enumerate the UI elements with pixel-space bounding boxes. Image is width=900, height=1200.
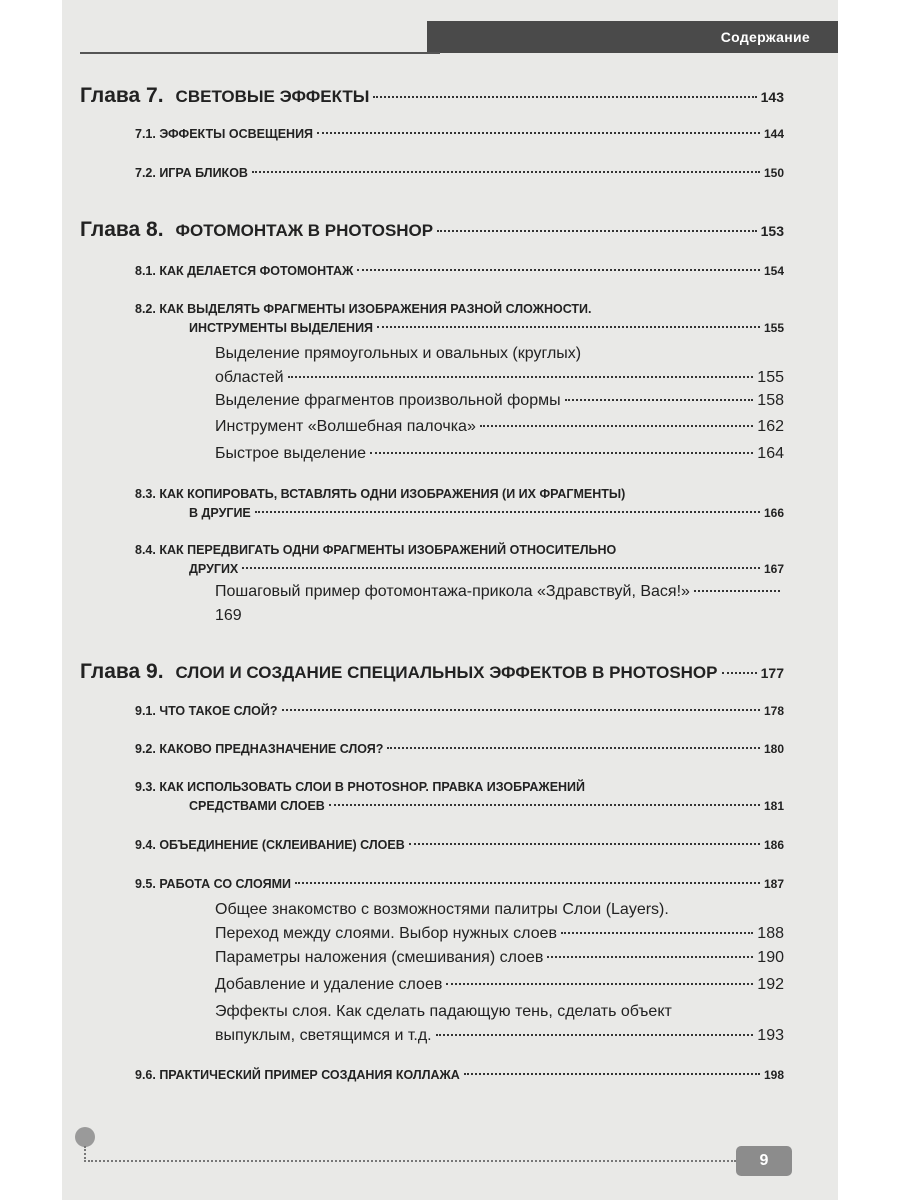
toc-sub-layers-palette[interactable] [215, 898, 784, 946]
header-title: Содержание [720, 29, 810, 45]
toc-sub-magic-wand[interactable] [215, 415, 784, 439]
sub-title: Быстрое выделение [215, 445, 367, 462]
page-number: 167 [763, 562, 784, 576]
footer-circle-ornament [75, 1127, 95, 1147]
leader-dots [317, 132, 760, 134]
page-number: 193 [757, 1027, 784, 1044]
section-title-line2: В ДРУГИЕ [189, 506, 251, 520]
section-title-line2: ДРУГИХ [189, 562, 239, 576]
page-number: 198 [763, 1068, 784, 1082]
leader-dots [282, 709, 760, 711]
toc-section-8-1[interactable] [135, 264, 784, 278]
leader-dots [694, 590, 780, 592]
toc-section-7-2[interactable] [135, 166, 784, 180]
page-number: 181 [763, 799, 784, 813]
section-title-line1: 8.3. КАК КОПИРОВАТЬ, ВСТАВЛЯТЬ ОДНИ ИЗОБРАЖЕНИЯ (И ИХ ФРАГМЕНТЫ) [135, 487, 626, 501]
sub-title-line1: Эффекты слоя. Как сделать падающую тень, сделать объект [215, 1003, 672, 1020]
leader-dots [409, 843, 760, 845]
leader-dots [561, 932, 753, 934]
toc-section-9-4[interactable] [135, 838, 784, 852]
leader-dots [255, 511, 760, 513]
page-number: 178 [763, 704, 784, 718]
chapter-title: ФОТОМОНТАЖ В PHOTOSHOP [175, 221, 434, 240]
page-number: 154 [763, 264, 784, 278]
page-number: 155 [757, 369, 784, 386]
sub-title: Инструмент «Волшебная палочка» [215, 418, 476, 435]
toc-sub-rect-oval[interactable] [215, 342, 784, 390]
sub-title-line2: областей [215, 369, 284, 386]
section-title: 9.4. ОБЪЕДИНЕНИЕ (СКЛЕИВАНИЕ) СЛОЕВ [135, 838, 405, 852]
header-bar [427, 21, 838, 53]
page-number: 143 [760, 89, 784, 105]
leader-dots [464, 1073, 760, 1075]
sub-title-line2: выпуклым, светящимся и т.д. [215, 1027, 432, 1044]
page-number: 144 [763, 127, 784, 141]
page-number: 164 [757, 445, 784, 462]
section-title: 9.1. ЧТО ТАКОЕ СЛОЙ? [135, 704, 278, 718]
page-number: 186 [763, 838, 784, 852]
footer-dotted-rule [88, 1160, 736, 1162]
chapter-label: Глава 9. [80, 660, 164, 683]
header-rule [80, 52, 440, 54]
section-title: 9.5. РАБОТА СО СЛОЯМИ [135, 877, 291, 891]
leader-dots [329, 804, 760, 806]
leader-dots [357, 269, 760, 271]
toc-chapter-7[interactable] [80, 84, 784, 108]
section-title: 9.6. ПРАКТИЧЕСКИЙ ПРИМЕР СОЗДАНИЯ КОЛЛАЖА [135, 1068, 460, 1082]
page-number: 169 [215, 607, 242, 624]
page-number-badge: 9 [736, 1146, 792, 1176]
leader-dots [377, 326, 760, 328]
leader-dots [547, 956, 753, 958]
leader-dots [252, 171, 760, 173]
chapter-title: СЛОИ И СОЗДАНИЕ СПЕЦИАЛЬНЫХ ЭФФЕКТОВ В PHOTOSHOP [175, 663, 718, 682]
page-number: 166 [763, 506, 784, 520]
page-number: 180 [763, 742, 784, 756]
page-number: 177 [760, 665, 784, 681]
section-title-line2: СРЕДСТВАМИ СЛОЕВ [189, 799, 325, 813]
leader-dots [437, 230, 757, 232]
page-number: 162 [757, 418, 784, 435]
toc-sub-blend-params[interactable] [215, 946, 784, 970]
sub-title: Параметры наложения (смешивания) слоев [215, 949, 544, 966]
page-number: 192 [757, 976, 784, 993]
section-title: 8.1. КАК ДЕЛАЕТСЯ ФОТОМОНТАЖ [135, 264, 354, 278]
page-number: 158 [757, 392, 784, 409]
section-title: 9.2. КАКОВО ПРЕДНАЗНАЧЕНИЕ СЛОЯ? [135, 742, 384, 756]
leader-dots [565, 399, 754, 401]
sub-title-line1: Общее знакомство с возможностями палитры Слои (Layers). [215, 901, 669, 918]
chapter-label: Глава 7. [80, 84, 164, 107]
toc-section-7-1[interactable] [135, 127, 784, 141]
toc-sub-layer-effects[interactable] [215, 1000, 784, 1048]
section-title-line1: 9.3. КАК ИСПОЛЬЗОВАТЬ СЛОИ В PHOTOSHOP. ПРАВКА ИЗОБРАЖЕНИЙ [135, 780, 586, 794]
sub-title-line2: Переход между слоями. Выбор нужных слоев [215, 925, 557, 942]
page-number: 190 [757, 949, 784, 966]
leader-dots [295, 882, 760, 884]
sub-title-line1: Выделение прямоугольных и овальных (круглых) [215, 345, 582, 362]
toc-section-9-6[interactable] [135, 1068, 784, 1082]
leader-dots [387, 747, 760, 749]
leader-dots [288, 376, 754, 378]
chapter-title: СВЕТОВЫЕ ЭФФЕКТЫ [175, 87, 370, 106]
page-number: 188 [757, 925, 784, 942]
toc-section-9-5[interactable] [135, 877, 784, 891]
leader-dots [480, 425, 753, 427]
toc-section-8-3[interactable] [135, 487, 784, 520]
toc-section-9-3[interactable] [135, 780, 784, 813]
toc-section-9-1[interactable] [135, 704, 784, 718]
toc-chapter-9[interactable] [80, 660, 784, 684]
page-number: 150 [763, 166, 784, 180]
page-number: 155 [763, 321, 784, 335]
toc-chapter-8[interactable] [80, 218, 784, 242]
section-title-line1: 8.2. КАК ВЫДЕЛЯТЬ ФРАГМЕНТЫ ИЗОБРАЖЕНИЯ РАЗНОЙ СЛОЖНОСТИ. [135, 302, 592, 316]
footer-vertical-dots [84, 1146, 86, 1162]
leader-dots [436, 1034, 754, 1036]
page-number: 187 [763, 877, 784, 891]
section-title: 7.1. ЭФФЕКТЫ ОСВЕЩЕНИЯ [135, 127, 314, 141]
toc-sub-add-remove-layers[interactable] [215, 973, 784, 997]
section-title-line1: 8.4. КАК ПЕРЕДВИГАТЬ ОДНИ ФРАГМЕНТЫ ИЗОБРАЖЕНИЙ ОТНОСИТЕЛЬНО [135, 543, 617, 557]
leader-dots [370, 452, 753, 454]
leader-dots [242, 567, 760, 569]
toc-section-8-4[interactable] [135, 543, 784, 576]
sub-title: Добавление и удаление слоев [215, 976, 443, 993]
section-title: 7.2. ИГРА БЛИКОВ [135, 166, 248, 180]
sub-title: Пошаговый пример фотомонтажа-прикола «Здравствуй, Вася!» [215, 583, 690, 600]
leader-dots [722, 672, 757, 674]
section-title-line2: ИНСТРУМЕНТЫ ВЫДЕЛЕНИЯ [189, 321, 374, 335]
toc-sub-quick-select[interactable] [215, 442, 784, 466]
toc-sub-vasya-example[interactable] [215, 580, 784, 628]
leader-dots [373, 96, 756, 98]
chapter-label: Глава 8. [80, 218, 164, 241]
toc-section-8-2[interactable] [135, 302, 784, 335]
toc-sub-freeform[interactable] [215, 389, 784, 413]
toc-section-9-2[interactable] [135, 742, 784, 756]
leader-dots [446, 983, 753, 985]
page-number: 153 [760, 223, 784, 239]
sub-title: Выделение фрагментов произвольной формы [215, 392, 561, 409]
